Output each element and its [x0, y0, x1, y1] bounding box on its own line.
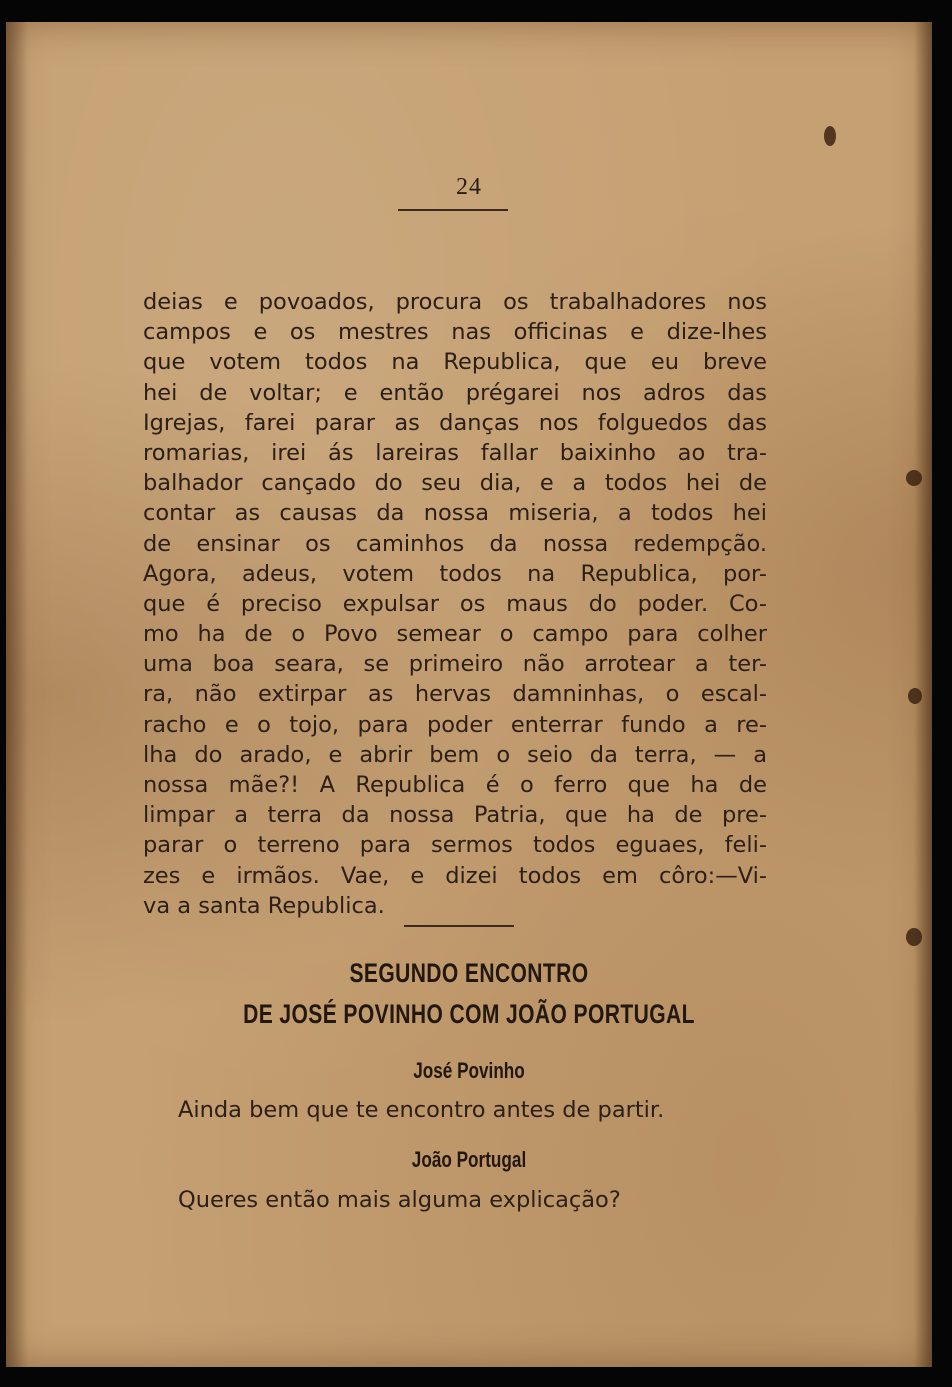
body-line: ra, não extirpar as hervas damninhas, o escal- — [143, 681, 767, 708]
body-line: nossa mãe?! A Republica é o ferro que ha de — [143, 772, 767, 798]
page-edge-shadow-left — [6, 22, 28, 1367]
section-rule — [404, 925, 514, 927]
dialogue-line: Queres então mais alguma explicação? — [178, 1187, 621, 1213]
body-line: contar as causas da nossa miseria, a todos hei — [143, 500, 767, 527]
body-line: de ensinar os caminhos da nossa redempção. — [143, 530, 767, 557]
body-line: zes e irmãos. Vae, e dizei todos em côro:—Vi- — [143, 862, 767, 889]
section-heading-line2: DE JOSÉ POVINHO COM JOÃO PORTUGAL — [243, 999, 695, 1029]
body-line: va a santa Republica. — [143, 892, 385, 919]
ink-stain-mark — [908, 688, 922, 704]
body-line: campos e os mestres nas officinas e dize-lhes — [143, 319, 767, 346]
body-line: parar o terreno para sermos todos eguaes, feli- — [143, 832, 767, 859]
header-rule — [398, 209, 508, 211]
body-line: lha do arado, e abrir bem o seio da terra, — a — [143, 741, 767, 768]
section-heading-line1: SEGUNDO ENCONTRO — [349, 958, 589, 988]
ink-stain-mark — [906, 928, 922, 946]
body-line: que votem todos na Republica, que eu breve — [143, 349, 767, 376]
dialogue-line: Ainda bem que te encontro antes de partir. — [178, 1097, 665, 1123]
body-line: racho e o tojo, para poder enterrar fundo a re- — [143, 711, 767, 738]
body-line: mo ha de o Povo semear o campo para colher — [143, 621, 767, 648]
body-line: que é preciso expulsar os maus do poder. Co- — [143, 590, 767, 617]
body-paragraph — [143, 287, 767, 921]
body-line: hei de voltar; e então prégarei nos adros das — [143, 379, 767, 406]
body-line: romarias, irei ás lareiras fallar baixinho ao tra- — [143, 439, 767, 466]
body-line: limpar a terra da nossa Patria, que ha de pre- — [143, 802, 767, 829]
body-line: Igrejas, farei parar as danças nos folguedos das — [143, 409, 767, 436]
body-line: deias e povoados, procura os trabalhadores nos — [143, 289, 767, 315]
book-page — [6, 22, 932, 1367]
body-line: uma boa seara, se primeiro não arrotear a ter- — [143, 651, 767, 678]
speaker-name: José Povinho — [413, 1058, 525, 1083]
page-number: 24 — [456, 174, 482, 200]
ink-stain-mark — [906, 470, 922, 486]
body-line: Agora, adeus, votem todos na Republica, por- — [143, 560, 767, 587]
ink-stain-mark — [824, 126, 836, 146]
speaker-name: João Portugal — [411, 1147, 527, 1172]
body-line: balhador cançado do seu dia, e a todos hei de — [143, 470, 767, 497]
